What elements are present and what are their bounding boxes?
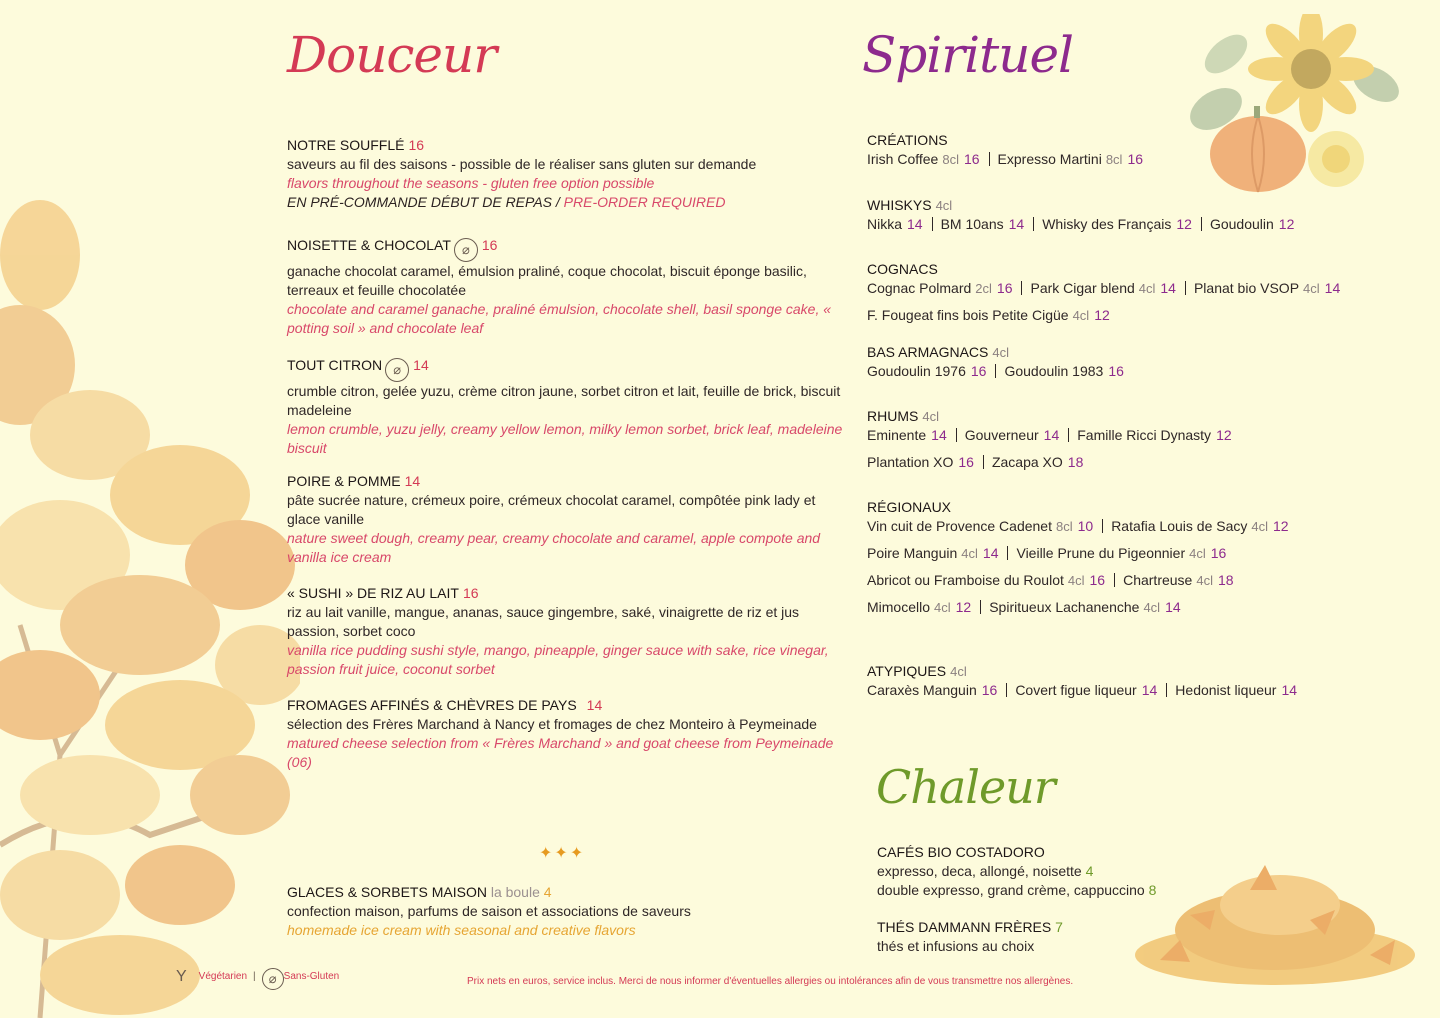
spirit-section	[867, 260, 1387, 325]
dessert-price: 16	[462, 585, 479, 601]
spirit-section	[867, 407, 1387, 472]
dessert-item	[287, 696, 847, 772]
spirit-row	[867, 453, 1387, 472]
glaces-description: confection maison, parfums de saison et associations de saveurs	[287, 903, 691, 919]
spirit-name: BM 10ans	[940, 216, 1004, 232]
item-separator	[1021, 281, 1022, 295]
footer-legend	[176, 968, 339, 990]
spirit-row	[867, 681, 1387, 700]
item-separator	[1007, 546, 1008, 560]
spirit-price: 16	[1210, 545, 1227, 561]
spirit-price: 16	[963, 151, 980, 167]
item-separator	[1114, 573, 1115, 587]
spirit-volume: 4cl	[1196, 573, 1213, 588]
gluten-free-icon: ⌀	[262, 968, 284, 990]
section-title-chaleur: Chaleur	[876, 760, 1055, 814]
dessert-translation: lemon crumble, yuzu jelly, creamy yellow lemon, milky lemon sorbet, brick leaf, madeleine biscuit	[287, 421, 843, 456]
spirit-price: 16	[981, 682, 998, 698]
spirit-name: Expresso Martini	[997, 151, 1102, 167]
dessert-translation: matured cheese selection from « Frères Marchand » and goat cheese from Peymeinade (06)	[287, 735, 834, 770]
spirit-price: 12	[1216, 427, 1232, 443]
spirit-section	[867, 662, 1387, 700]
spirit-volume: 4cl	[1143, 600, 1161, 615]
spirit-row	[867, 306, 1387, 325]
spirit-price: 18	[1217, 572, 1234, 588]
dessert-translation: flavors throughout the seasons - gluten free option possible	[287, 175, 655, 191]
spirit-price: 12	[955, 599, 972, 615]
dessert-description: ganache chocolat caramel, émulsion praliné, coque chocolat, biscuit éponge basilic, terreaux et feuille chocolatée	[287, 263, 807, 298]
dessert-translation: nature sweet dough, creamy pear, creamy chocolate and caramel, apple compote and vanilla ice cream	[287, 530, 821, 565]
dessert-name: « SUSHI » DE RIZ AU LAIT	[287, 585, 459, 601]
hot-item-thes	[877, 918, 1177, 956]
spirit-name: Goudoulin 1976	[867, 363, 966, 379]
section-title-douceur: Douceur	[287, 26, 497, 84]
spirit-section-title: COGNACS	[867, 261, 938, 277]
vegetarian-icon: Y	[176, 968, 187, 985]
spirit-name: Hedonist liqueur	[1175, 682, 1277, 698]
dessert-item	[287, 136, 847, 212]
spirit-price: 16	[1127, 151, 1144, 167]
dessert-price: 16	[408, 137, 425, 153]
dessert-description: riz au lait vanille, mangue, ananas, sauce gingembre, saké, vinaigrette de riz et jus passion, sorbet coco	[287, 604, 800, 639]
spirit-price: 14	[1165, 599, 1181, 615]
spirit-section-title: BAS ARMAGNACS	[867, 344, 989, 360]
hot-price: 4	[1085, 863, 1094, 879]
item-separator	[1033, 217, 1034, 231]
hot-item-cafes	[877, 843, 1177, 900]
hot-price: 8	[1148, 882, 1157, 898]
spirit-price: 12	[1176, 216, 1192, 232]
hot-title: CAFÉS BIO COSTADORO	[877, 844, 1045, 860]
spirit-section-volume: 4cl	[950, 664, 967, 679]
item-separator	[1102, 519, 1103, 533]
spirit-section-volume: 4cl	[992, 345, 1009, 360]
autumn-tree-illustration	[0, 195, 300, 1018]
spirit-row	[867, 598, 1387, 617]
spirit-volume: 8cl	[1055, 519, 1073, 534]
spirit-price: 14	[1043, 427, 1060, 443]
spirit-price: 14	[1160, 280, 1176, 296]
spirit-name: Caraxès Manguin	[867, 682, 977, 698]
spirit-price: 12	[1278, 216, 1295, 232]
spirit-name: Gouverneur	[964, 427, 1039, 443]
spirit-row	[867, 426, 1387, 445]
glaces-item	[287, 883, 847, 940]
spirit-name: Vin cuit de Provence Cadenet	[867, 518, 1052, 534]
preorder-note-en: PRE-ORDER REQUIRED	[563, 194, 726, 210]
dessert-price: 14	[586, 697, 603, 713]
preorder-note-fr: EN PRÉ-COMMANDE DÉBUT DE REPAS /	[287, 194, 560, 210]
glaces-unit: la boule	[490, 884, 540, 900]
spirit-section	[867, 343, 1387, 381]
decorative-stars: ✦✦✦	[539, 845, 586, 862]
legend-sans-gluten: Sans-Gluten	[283, 971, 340, 982]
spirit-name: Zacapa XO	[991, 454, 1063, 470]
spirit-price: 16	[958, 454, 974, 470]
gluten-free-icon: ⌀	[385, 358, 409, 382]
dessert-description: saveurs au fil des saisons - possible de le réaliser sans gluten sur demande	[287, 156, 757, 172]
dessert-description: crumble citron, gelée yuzu, crème citron jaune, sorbet citron et lait, feuille de brick, biscuit madeleine	[287, 383, 841, 418]
spirit-section	[867, 498, 1387, 617]
dessert-name: FROMAGES AFFINÉS & CHÈVRES DE PAYS	[287, 697, 577, 713]
spirit-price: 16	[996, 280, 1013, 296]
dessert-price: 14	[413, 357, 429, 373]
spirit-section-volume: 4cl	[935, 198, 953, 213]
spirit-section-title: ATYPIQUES	[867, 663, 947, 679]
item-separator	[983, 455, 984, 469]
gluten-free-icon: ⌀	[454, 238, 478, 262]
spirit-section	[867, 196, 1387, 234]
spirit-row	[867, 544, 1387, 563]
spirit-price: 14	[1141, 682, 1158, 698]
dessert-name: TOUT CITRON	[287, 357, 383, 373]
spirit-volume: 2cl	[975, 281, 992, 296]
spirit-volume: 8cl	[942, 152, 959, 167]
spirit-name: Covert figue liqueur	[1015, 682, 1137, 698]
spirit-volume: 8cl	[1105, 152, 1123, 167]
spirit-section-volume: 4cl	[922, 409, 939, 424]
section-title-spirituel: Spirituel	[862, 26, 1074, 84]
dessert-item	[287, 584, 847, 679]
spirit-row	[867, 517, 1387, 536]
spirit-price: 16	[970, 363, 987, 379]
hot-line: double expresso, grand crème, cappuccino	[877, 882, 1145, 898]
spirit-name: Goudoulin 1983	[1004, 363, 1104, 379]
spirit-volume: 4cl	[1251, 519, 1269, 534]
item-separator	[956, 428, 957, 442]
spirit-name: Nikka	[867, 216, 903, 232]
spirit-price: 14	[1281, 682, 1298, 698]
spirit-name: Park Cigar blend	[1030, 280, 1135, 296]
spirit-price: 16	[1108, 363, 1124, 379]
spirit-price: 18	[1067, 454, 1084, 470]
spirit-section-title: WHISKYS	[867, 197, 932, 213]
spirit-name: Irish Coffee	[867, 151, 939, 167]
spirit-price: 10	[1077, 518, 1094, 534]
spirit-price: 14	[1008, 216, 1025, 232]
spirit-name: Chartreuse	[1123, 572, 1193, 588]
spirit-row	[867, 150, 1387, 169]
item-separator	[1185, 281, 1186, 295]
spirit-volume: 4cl	[1303, 281, 1320, 296]
spirit-name: F. Fougeat fins bois Petite Cigüe	[867, 307, 1069, 323]
spirit-name: Planat bio VSOP	[1193, 280, 1300, 296]
dessert-name: NOISETTE & CHOCOLAT	[287, 237, 451, 253]
item-separator	[980, 600, 981, 614]
spirit-price: 14	[907, 216, 923, 232]
spirit-volume: 4cl	[1138, 281, 1156, 296]
hot-line: expresso, deca, allongé, noisette	[877, 863, 1082, 879]
spirit-price: 16	[1089, 572, 1106, 588]
item-separator	[1166, 683, 1167, 697]
dessert-price: 14	[404, 473, 421, 489]
item-separator	[932, 217, 933, 231]
item-separator	[1201, 217, 1202, 231]
spirit-volume: 4cl	[1067, 573, 1085, 588]
item-separator	[1006, 683, 1007, 697]
spirit-name: Cognac Polmard	[867, 280, 972, 296]
spirit-price: 14	[1324, 280, 1341, 296]
dessert-description: sélection des Frères Marchand à Nancy et fromages de chez Monteiro à Peymeinade	[287, 716, 817, 732]
glaces-price: 4	[543, 884, 552, 900]
dessert-translation: vanilla rice pudding sushi style, mango, pineapple, ginger sauce with sake, rice vinegar, passion fruit juice, coconut sorbet	[287, 642, 829, 677]
dessert-item	[287, 356, 847, 458]
glaces-translation: homemade ice cream with seasonal and creative flavors	[287, 922, 636, 938]
spirit-price: 14	[982, 545, 999, 561]
footer-note: Prix nets en euros, service inclus. Merci de nous informer d'éventuelles allergies ou intolérances afin de vous transmettre nos allergènes.	[467, 976, 1074, 987]
spirit-section-title: RÉGIONAUX	[867, 499, 952, 515]
spirit-name: Abricot ou Framboise du Roulot	[867, 572, 1064, 588]
dessert-item	[287, 472, 847, 567]
spirit-volume: 4cl	[1072, 308, 1090, 323]
spirit-name: Ratafia Louis de Sacy	[1111, 518, 1248, 534]
spirit-name: Mimocello	[867, 599, 931, 615]
spirit-volume: 4cl	[1189, 546, 1206, 561]
spirit-row	[867, 279, 1387, 298]
spirit-section	[867, 131, 1387, 169]
hot-price: 7	[1055, 919, 1063, 935]
spirit-price: 14	[931, 427, 947, 443]
dessert-price: 16	[481, 237, 498, 253]
spirit-section-title: RHUMS	[867, 408, 919, 424]
dessert-translation: chocolate and caramel ganache, praliné émulsion, chocolate shell, basil sponge cake, « potting soil » and chocolate leaf	[287, 301, 832, 336]
hot-line: thés et infusions au choix	[877, 938, 1035, 954]
dessert-name: NOTRE SOUFFLÉ	[287, 137, 405, 153]
dessert-name: POIRE & POMME	[287, 473, 401, 489]
spirit-volume: 4cl	[934, 600, 951, 615]
spirit-name: Spiritueux Lachanenche	[989, 599, 1140, 615]
spirit-name: Famille Ricci Dynasty	[1077, 427, 1212, 443]
spirit-name: Eminente	[867, 427, 927, 443]
item-separator	[995, 364, 996, 378]
spirit-section-title: CRÉATIONS	[867, 132, 948, 148]
dessert-description: pâte sucrée nature, crémeux poire, crémeux chocolat caramel, compôtée pink lady et glace vanille	[287, 492, 816, 527]
spirit-name: Goudoulin	[1209, 216, 1274, 232]
dessert-item	[287, 236, 847, 338]
hot-title: THÉS DAMMANN FRÈRES	[877, 919, 1052, 935]
glaces-name: GLACES & SORBETS MAISON	[287, 884, 487, 900]
legend-vegetarien: Végétarien	[198, 971, 248, 982]
spirit-name: Poire Manguin	[867, 545, 958, 561]
spirit-volume: 4cl	[961, 546, 978, 561]
spirit-price: 12	[1273, 518, 1289, 534]
spirit-row	[867, 571, 1387, 590]
spirit-price: 12	[1094, 307, 1110, 323]
item-separator	[989, 152, 990, 166]
spirit-row	[867, 362, 1387, 381]
item-separator	[1068, 428, 1069, 442]
legend-separator: |	[253, 971, 256, 982]
spirit-row	[867, 215, 1387, 234]
spirit-name: Plantation XO	[867, 454, 954, 470]
spirit-name: Vieille Prune du Pigeonnier	[1016, 545, 1186, 561]
spirit-name: Whisky des Français	[1042, 216, 1172, 232]
